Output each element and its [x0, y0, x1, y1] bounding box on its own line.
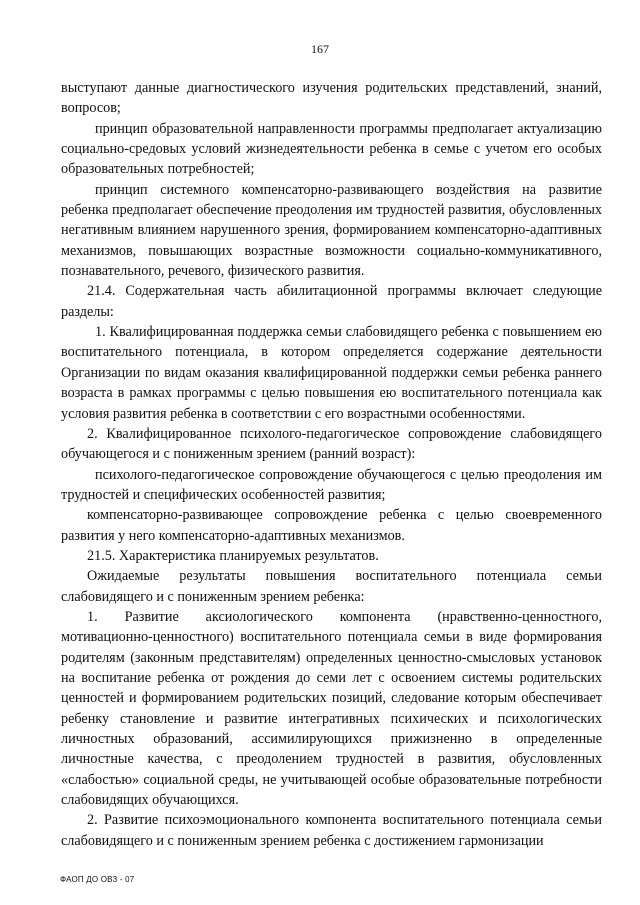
footer-document-code: ФАОП ДО ОВЗ - 07 — [60, 875, 135, 884]
paragraph-result-1: 1. Развитие аксиологического компонента (нравственно-ценностного, мотивационно-ценностного) воспитательного потенциала семьи в виде формирования родителям (законным представителям) определенных ценностно-смысловых установок на воспитание ребенка от рождения до семи лет с освоением системы родительских ценностей и формированием родительских позиций, следование которым обеспечивает ребенку становление и развитие интегративных психических и психологических личностных образований, ассимилирующихся прижизненно в определенные личностные качества, с преодолением трудностей в развития, обусловленных «слабостью» социальной среды, не учитывающей особые образовательные потребности слабовидящих обучающихся. — [61, 608, 602, 809]
page-number: 167 — [311, 42, 329, 56]
paragraph-section-21-4: 21.4. Содержательная часть абилитационной программы включает следующие разделы: — [61, 283, 602, 320]
paragraph-section-21-5: 21.5. Характеристика планируемых результатов. — [87, 547, 379, 564]
paragraph-continuation: выступают данные диагностического изучения родительских представлений, знаний, вопросов; — [61, 80, 602, 117]
paragraph-expected-results: Ожидаемые результаты повышения воспитательного потенциала семьи слабовидящего и с пониженным зрением ребенка: — [61, 568, 602, 605]
paragraph-principle-orientation: принцип образовательной направленности программы предполагает актуализацию социально-средовых условий жизнедеятельности ребенка в семье с учетом его особых образовательных потребностей; — [61, 120, 602, 178]
paragraph-psych-ped-accompaniment: психолого-педагогическое сопровождение обучающегося с целью преодоления им трудностей и специфических особенностей развития; — [61, 466, 602, 503]
paragraph-principle-compensatory: принцип системного компенсаторно-развивающего воздействия на развитие ребенка предполагает обеспечение преодоления им трудностей развития, обусловленных негативным влиянием нарушенного зрения, формированием компенсаторно-адаптивных механизмов, повышающих возрастные возможности социально-коммуникативного, познавательного, речевого, физического развития. — [61, 181, 602, 280]
paragraph-item-1-support: 1. Квалифицированная поддержка семьи слабовидящего ребенка с повышением ею воспитательного потенциала, в котором определяется содержание деятельности Организации по видам оказания квалифицированной поддержки семьи ребенка раннего возраста в рамках программы с целью повышения ею воспитательного потенциала как условия развития ребенка в соответствии с его возрастными особенностями. — [61, 324, 602, 422]
body-text — [61, 78, 602, 851]
paragraph-compensatory-accompaniment: компенсаторно-развивающее сопровождение ребенка с целью своевременного развития у него компенсаторно-адаптивных механизмов. — [61, 507, 602, 544]
paragraph-result-2: 2. Развитие психоэмоционального компонента воспитательного потенциала семьи слабовидящего и с пониженным зрением ребенка с достижением гармонизации — [61, 812, 602, 849]
paragraph-item-2-accompaniment: 2. Квалифицированное психолого-педагогическое сопровождение слабовидящего обучающегося и с пониженным зрением (ранний возраст): — [61, 425, 602, 463]
